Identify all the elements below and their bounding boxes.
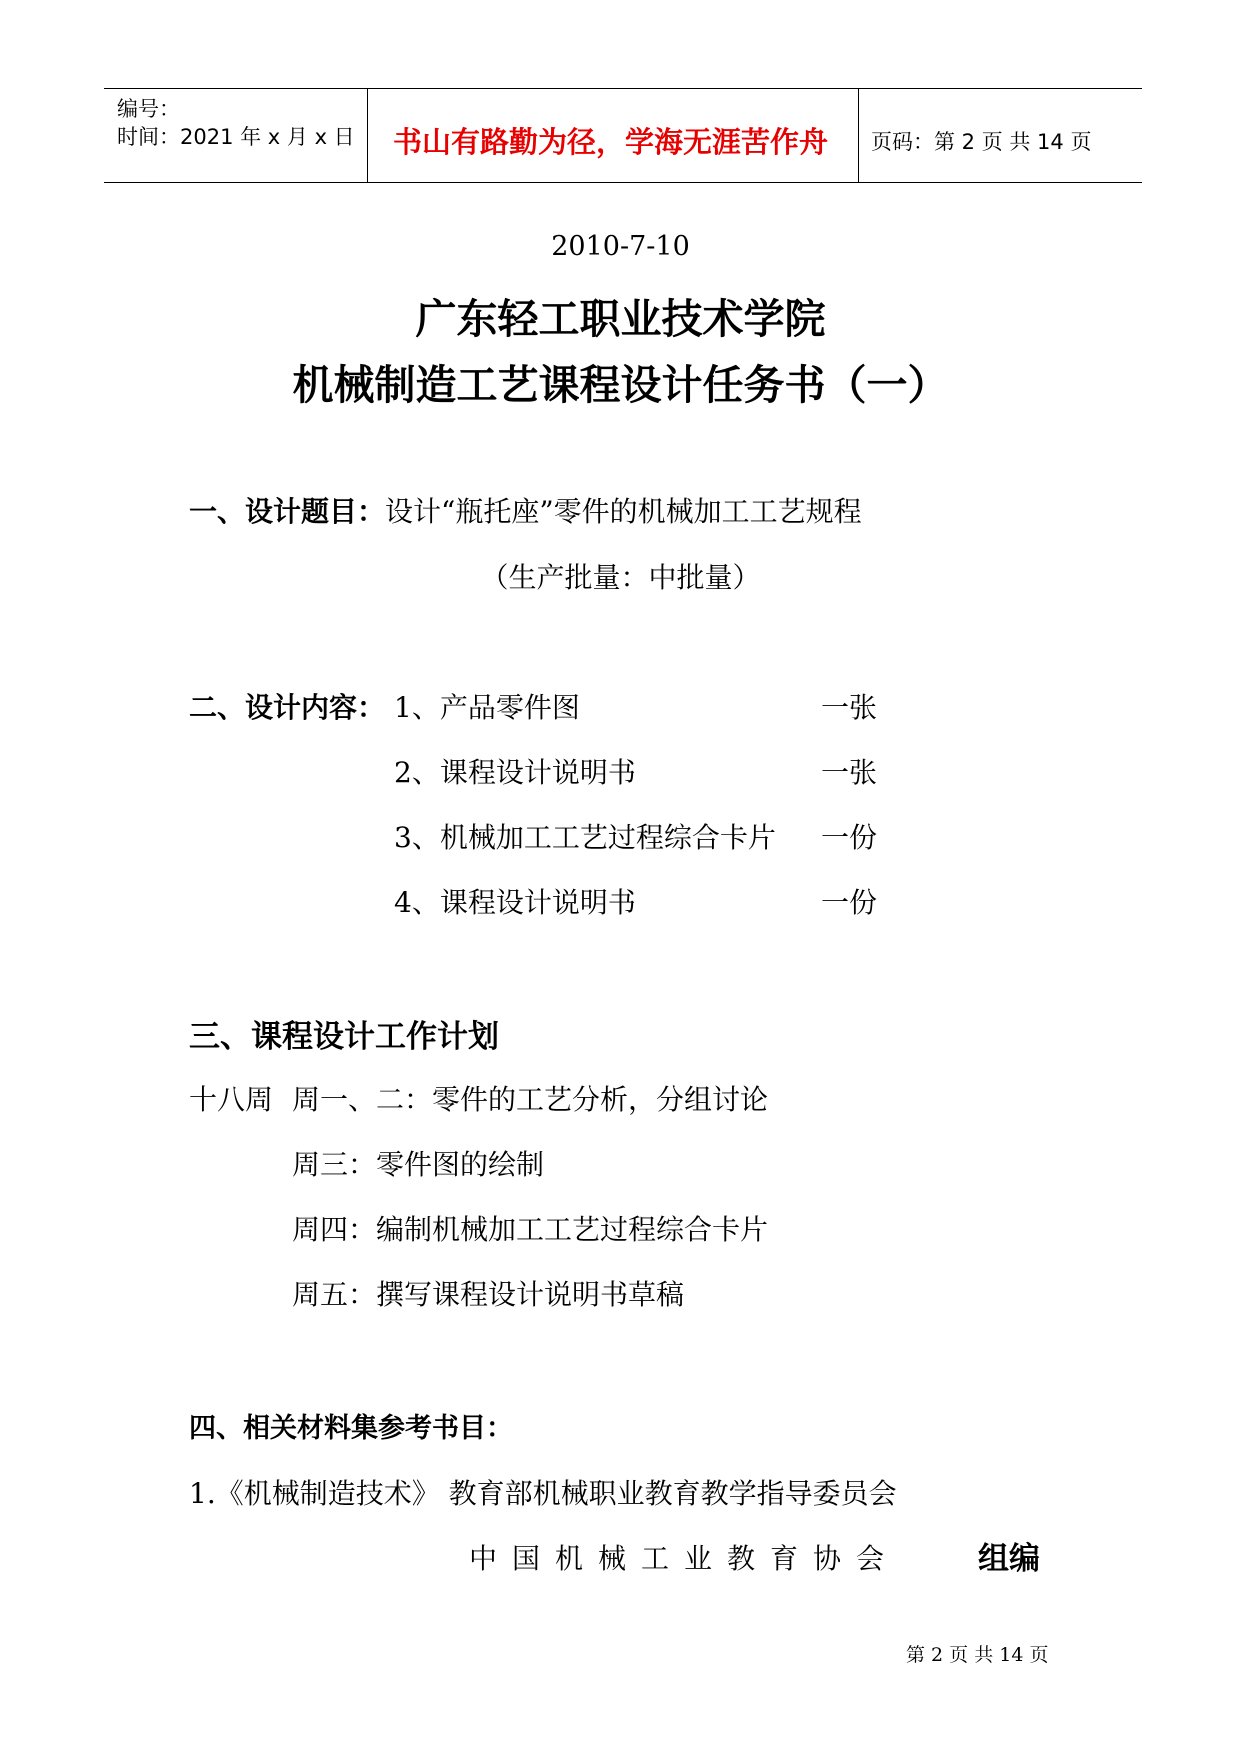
content-item-label: 2、课程设计说明书 (394, 756, 636, 789)
section-references-heading: 四、相关材料集参考书目： (189, 1413, 513, 1444)
plan-item: 周三：零件图的绘制 (292, 1148, 545, 1181)
document-title: 机械制造工艺课程设计任务书（一） (292, 361, 949, 409)
reference-role: 组编 (978, 1541, 1040, 1577)
content-item-qty: 一张 (821, 691, 878, 724)
plan-item: 周五：撰写课程设计说明书草稿 (292, 1278, 685, 1311)
header-divider-right (858, 88, 859, 183)
content-item-label: 3、机械加工工艺过程综合卡片 (394, 821, 776, 854)
content-item-label: 4、课程设计说明书 (394, 886, 636, 919)
header-divider-left (367, 88, 368, 183)
content-item-qty: 一份 (821, 886, 878, 919)
production-batch-note: （生产批量：中批量） (480, 561, 761, 594)
section-design-topic-heading: 一、设计题目： (189, 495, 386, 528)
content-item-label: 1、产品零件图 (394, 691, 580, 724)
plan-item: 周四：编制机械加工工艺过程综合卡片 (292, 1213, 769, 1246)
section-work-plan-heading: 三、课程设计工作计划 (189, 1019, 499, 1055)
section-design-content-heading: 二、设计内容： (189, 691, 386, 724)
page-footer: 第 2 页 共 14 页 (906, 1644, 1049, 1666)
document-time-label: 时间：2021 年 x 月 x 日 (117, 125, 355, 149)
section-design-topic (189, 490, 862, 530)
header-bottom-rule (104, 182, 1142, 183)
plan-week-label: 十八周 (189, 1083, 274, 1116)
institution-title: 广东轻工职业技术学院 (415, 295, 826, 343)
content-item-qty: 一份 (821, 821, 878, 854)
header-page-label: 页码：第 2 页 共 14 页 (871, 130, 1092, 154)
plan-item: 周一、二：零件的工艺分析，分组讨论 (292, 1083, 769, 1116)
header-top-rule (104, 88, 1142, 89)
document-number-label: 编号： (117, 97, 180, 121)
reference-org: 中国机械工业教育协会 (469, 1542, 900, 1575)
design-topic-text: 设计“瓶托座”零件的机械加工工艺规程 (385, 495, 862, 528)
reference-item: 1.《机械制造技术》 教育部机械职业教育教学指导委员会 (189, 1477, 897, 1510)
document-date: 2010-7-10 (551, 231, 690, 262)
header-motto: 书山有路勤为径，学海无涯苦作舟 (393, 125, 829, 159)
content-item-qty: 一张 (821, 756, 878, 789)
